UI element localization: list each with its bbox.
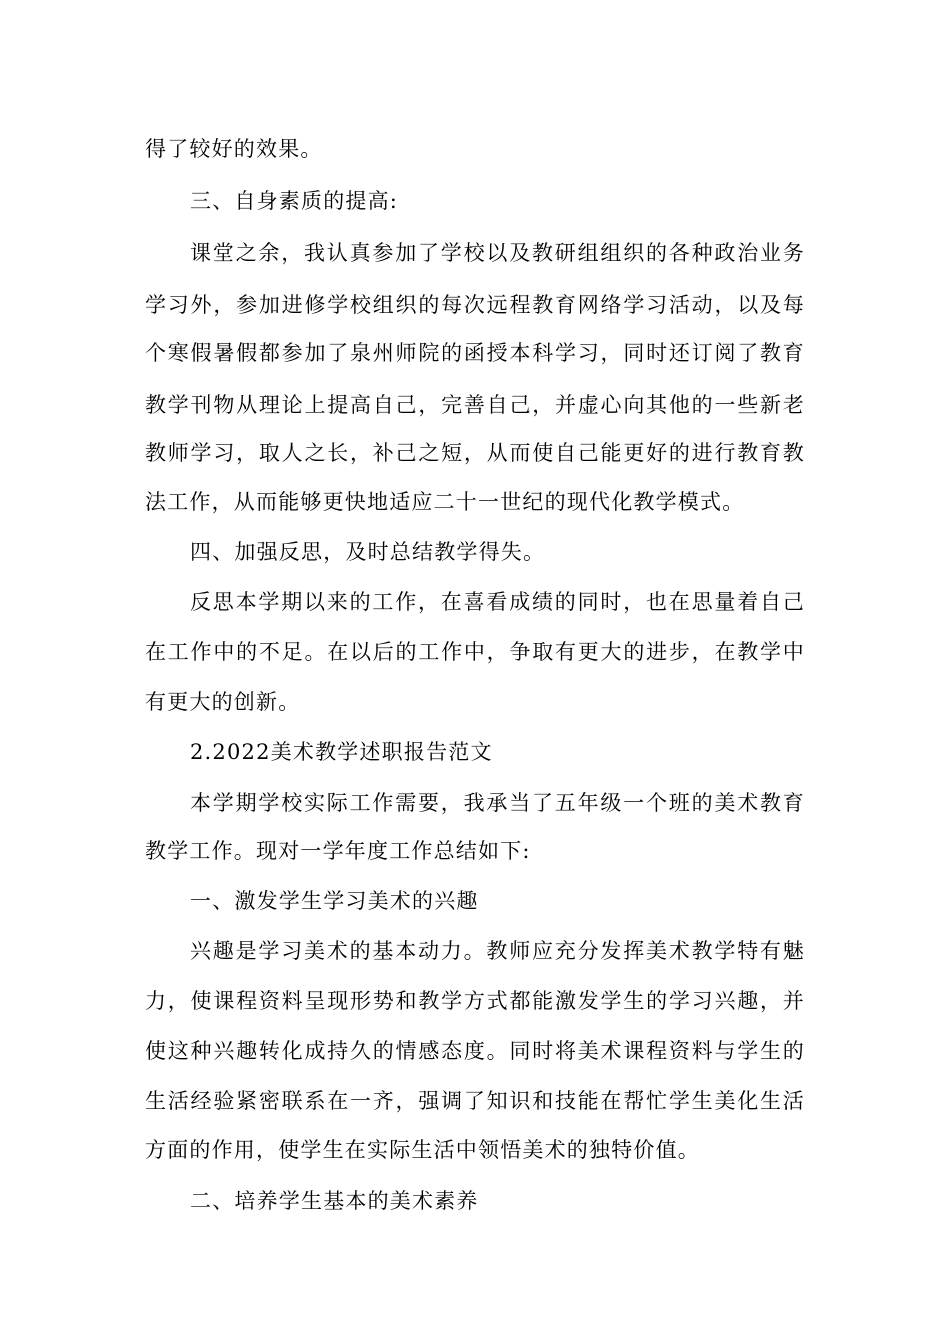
text-line: 教学刊物从理论上提高自己，完善自己，并虚心向其他的一些新老 — [145, 393, 805, 417]
text-line: 使这种兴趣转化成持久的情感态度。同时将美术课程资料与学生的 — [145, 1039, 805, 1063]
text-line: 法工作，从而能够更快地适应二十一世纪的现代化教学模式。 — [145, 490, 745, 514]
text-line: 方面的作用，使学生在实际生活中领悟美术的独特价值。 — [145, 1138, 700, 1162]
section-heading: 四、加强反思，及时总结教学得失。 — [190, 540, 546, 564]
text-line: 反思本学期以来的工作，在喜看成绩的同时，也在思量着自己 — [190, 590, 805, 614]
text-line: 学习外，参加进修学校组织的每次远程教育网络学习活动，以及每 — [145, 293, 805, 317]
text-line: 有更大的创新。 — [145, 690, 301, 714]
section-heading: 二、培养学生基本的美术素养 — [190, 1189, 479, 1213]
text-line: 教学工作。现对一学年度工作总结如下: — [145, 839, 531, 863]
section-heading: 三、自身素质的提高: — [190, 189, 399, 213]
section-heading: 一、激发学生学习美术的兴趣 — [190, 889, 479, 913]
text-line: 教师学习，取人之长，补己之短，从而使自己能更好的进行教育教 — [145, 441, 805, 465]
text-line: 力，使课程资料呈现形势和教学方式都能激发学生的学习兴趣，并 — [145, 989, 805, 1013]
text-line: 在工作中的不足。在以后的工作中，争取有更大的进步，在教学中 — [145, 640, 805, 664]
text-line: 生活经验紧密联系在一齐，强调了知识和技能在帮忙学生美化生活 — [145, 1089, 805, 1113]
article-title: 2.2022美术教学述职报告范文 — [190, 740, 493, 764]
text-line: 课堂之余，我认真参加了学校以及教研组组织的各种政治业务 — [190, 241, 805, 265]
text-line: 个寒假暑假都参加了泉州师院的函授本科学习，同时还订阅了教育 — [145, 341, 805, 365]
text-line: 本学期学校实际工作需要，我承当了五年级一个班的美术教育 — [190, 791, 805, 815]
text-line: 兴趣是学习美术的基本动力。教师应充分发挥美术教学特有魅 — [190, 939, 805, 963]
text-line: 得了较好的效果。 — [145, 137, 323, 161]
